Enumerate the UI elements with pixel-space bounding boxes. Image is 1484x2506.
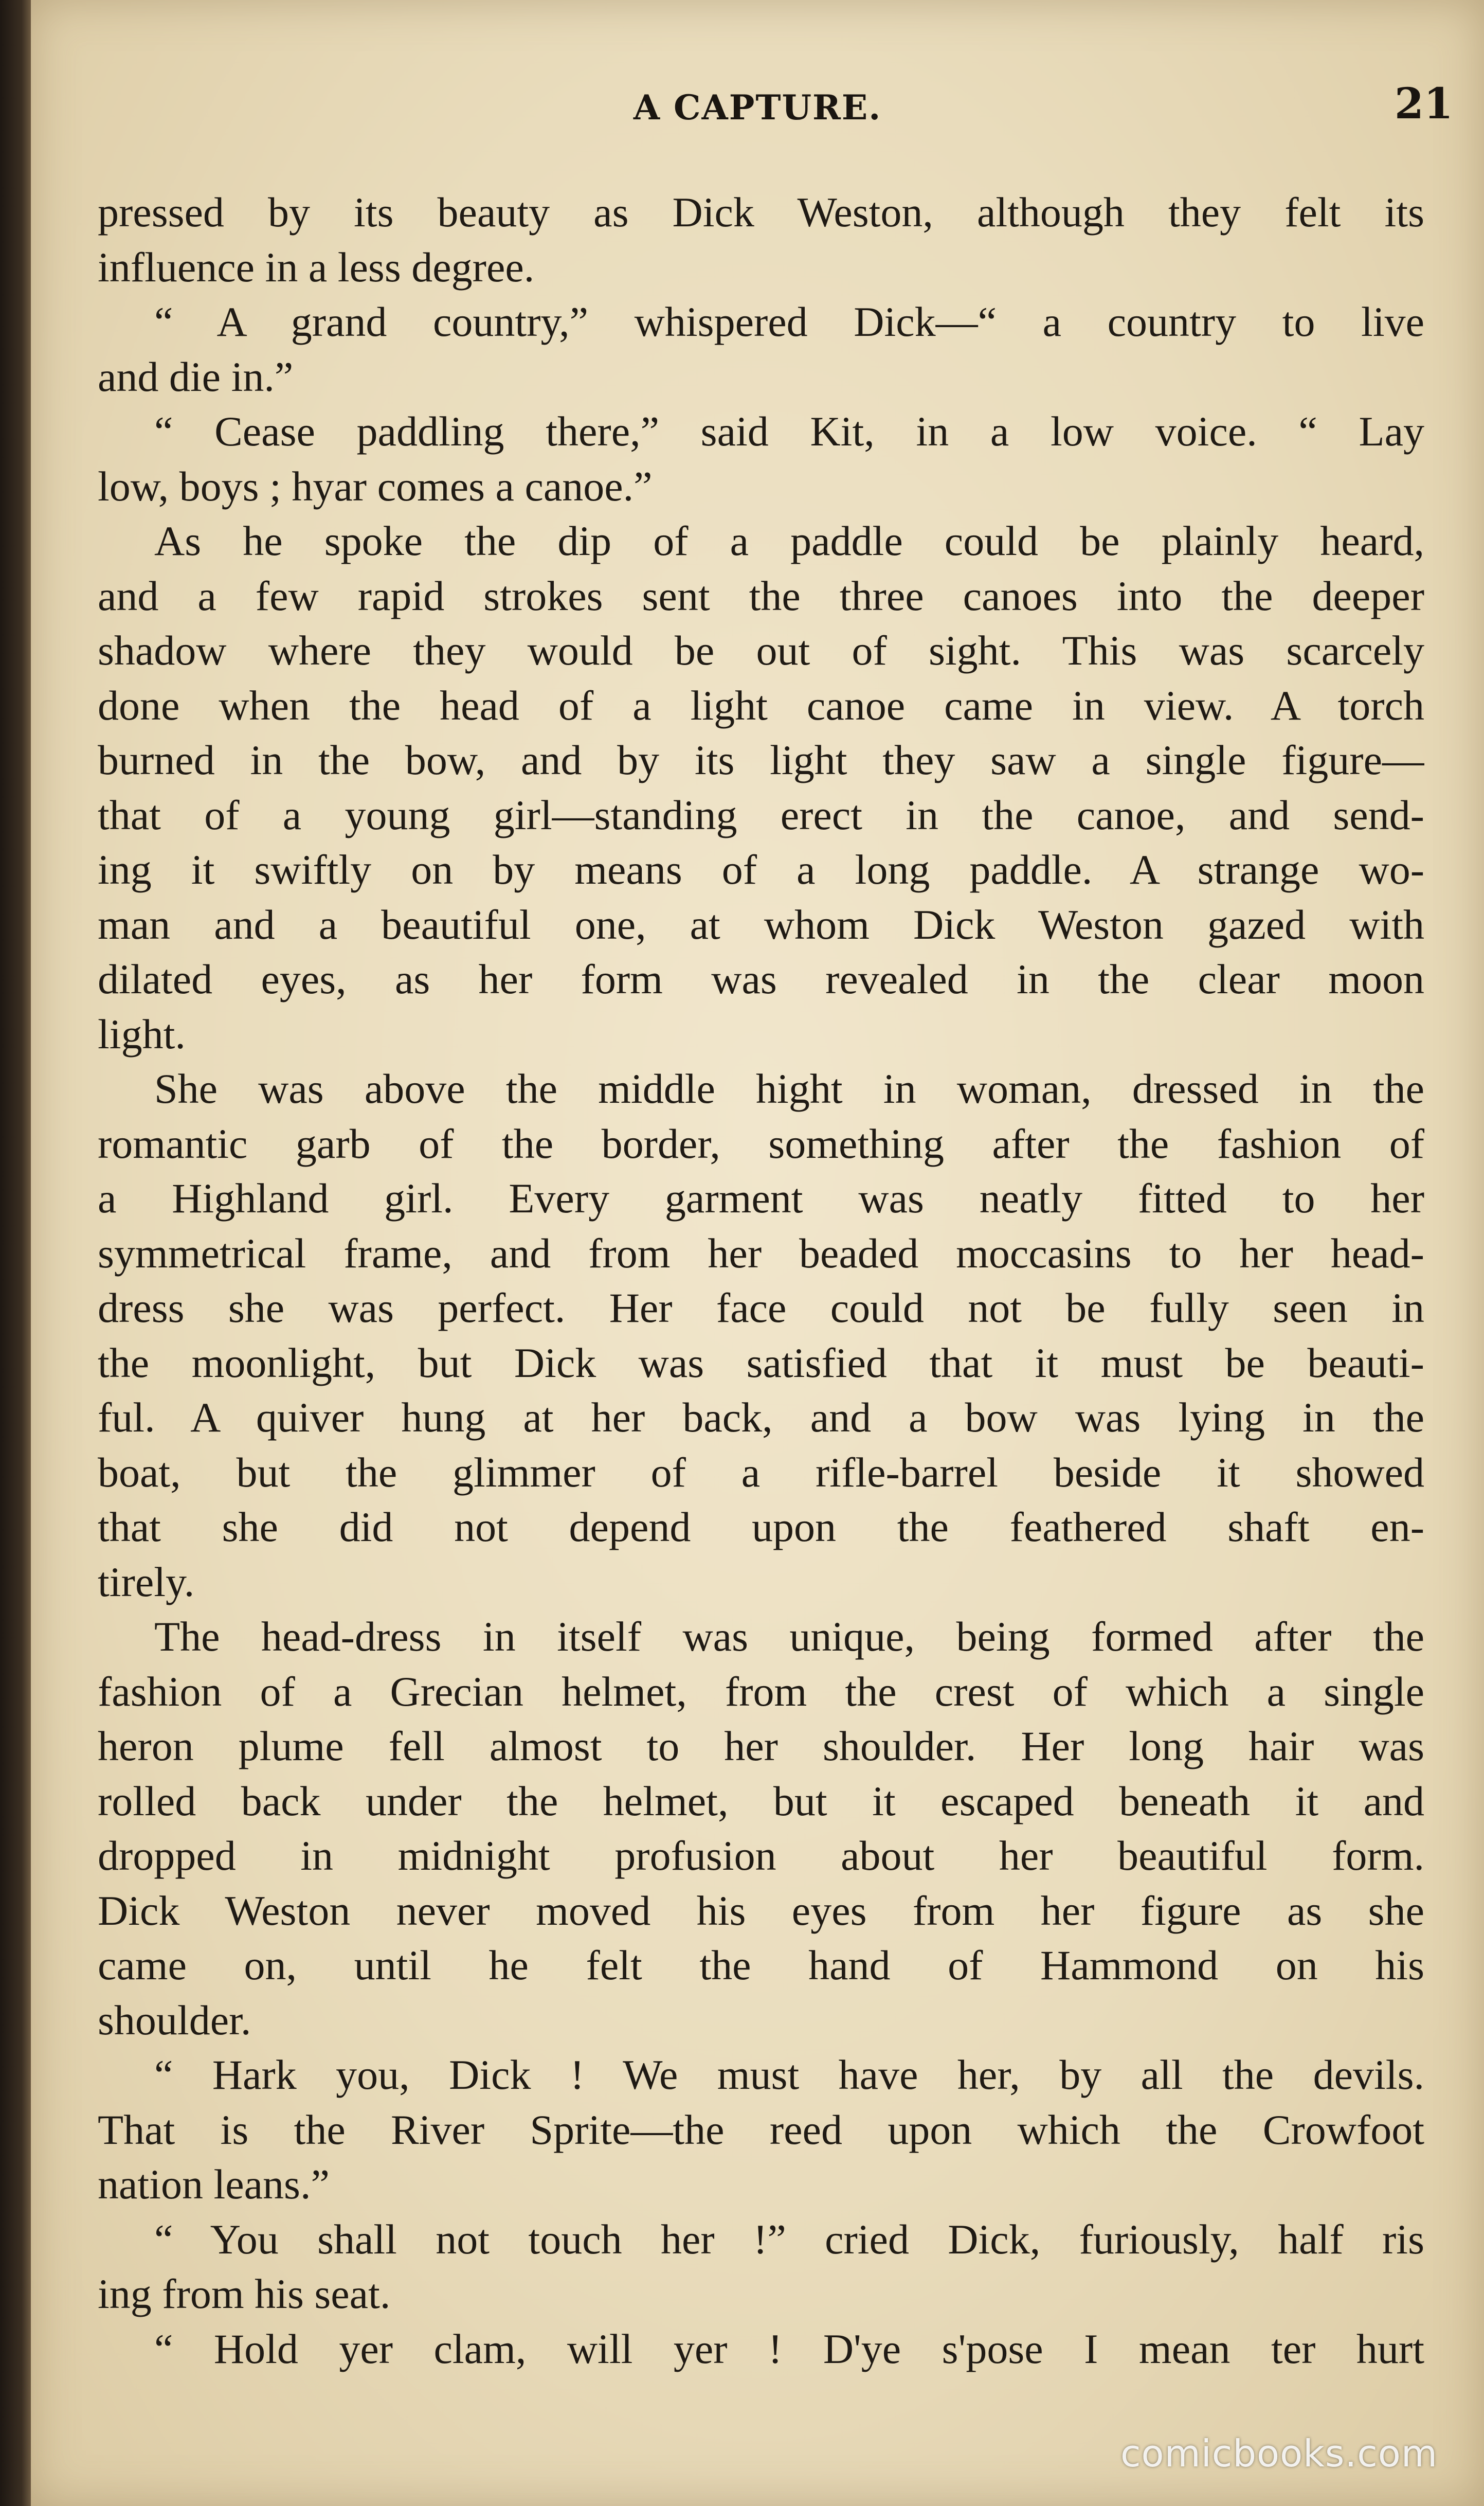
text-line: romantic garb of the border, something after the fashion of <box>98 1120 1424 1167</box>
text-line: shadow where they would be out of sight. This was scarcely <box>98 627 1424 674</box>
text-line: that of a young girl—standing erect in the canoe, and send- <box>98 791 1424 838</box>
text-line: Dick Weston never moved his eyes from her figure as she <box>98 1887 1424 1934</box>
text-line: and die in.” <box>98 353 294 400</box>
page-header <box>31 77 1484 134</box>
text-line: “ A grand country,” whispered Dick—“ a country to live <box>154 298 1424 345</box>
text-line: shoulder. <box>98 1996 251 2044</box>
text-line: that she did not depend upon the feathered shaft en- <box>98 1503 1424 1550</box>
text-line: heron plume fell almost to her shoulder. Her long hair was <box>98 1723 1424 1769</box>
text-line: “ Hold yer clam, will yer ! D'ye s'pose I mean ter hurt <box>154 2325 1424 2372</box>
text-line: ful. A quiver hung at her back, and a bow was lying in the <box>98 1394 1424 1441</box>
text-line: ing it swiftly on by means of a long paddle. A strange wo- <box>98 846 1424 893</box>
page-binding-edge <box>0 0 31 2506</box>
text-line: done when the head of a light canoe came in view. A torch <box>98 682 1424 729</box>
running-title: A CAPTURE. <box>633 87 882 128</box>
text-line: and a few rapid strokes sent the three canoes into the deeper <box>98 572 1424 619</box>
text-line: As he spoke the dip of a paddle could be plainly heard, <box>154 517 1424 564</box>
text-line: “ You shall not touch her !” cried Dick, furiously, half ris <box>154 2215 1424 2263</box>
text-line: pressed by its beauty as Dick Weston, although they felt its <box>98 189 1424 236</box>
watermark: comicbooks.com <box>1120 2432 1438 2475</box>
text-line: the moonlight, but Dick was satisfied that it must be beauti- <box>98 1339 1424 1386</box>
text-line: dilated eyes, as her form was revealed in the clear moon <box>98 956 1424 1003</box>
text-line: rolled back under the helmet, but it escaped beneath it and <box>98 1777 1424 1824</box>
text-line: “ Hark you, Dick ! We must have her, by all the devils. <box>154 2051 1424 2098</box>
text-line: She was above the middle hight in woman, dressed in the <box>154 1065 1424 1112</box>
text-line: dress she was perfect. Her face could not be fully seen in <box>98 1284 1424 1331</box>
text-line: light. <box>98 1010 186 1058</box>
text-body <box>98 185 1424 2376</box>
text-line: tirely. <box>98 1558 195 1605</box>
text-line: nation leans.” <box>98 2161 330 2208</box>
text-line: That is the River Sprite—the reed upon which the Crowfoot <box>98 2106 1424 2153</box>
text-line: burned in the bow, and by its light they saw a single figure— <box>98 737 1424 783</box>
text-line: ing from his seat. <box>98 2270 391 2317</box>
text-line: influence in a less degree. <box>98 243 535 291</box>
text-line: fashion of a Grecian helmet, from the crest of which a single <box>98 1668 1424 1715</box>
text-line: boat, but the glimmer of a rifle-barrel beside it showed <box>98 1448 1424 1496</box>
text-line: symmetrical frame, and from her beaded moccasins to her head- <box>98 1229 1424 1277</box>
text-line: dropped in midnight profusion about her beautiful form. <box>98 1832 1424 1879</box>
text-line: man and a beautiful one, at whom Dick Weston gazed with <box>98 901 1424 948</box>
text-line: came on, until he felt the hand of Hammond on his <box>98 1942 1424 1989</box>
book-page <box>31 0 1484 2506</box>
text-line: The head-dress in itself was unique, being formed after the <box>154 1613 1424 1660</box>
text-line: a Highland girl. Every garment was neatly fitted to her <box>98 1175 1424 1222</box>
page-number: 21 <box>1394 79 1453 129</box>
text-line: low, boys ; hyar comes a canoe.” <box>98 462 653 510</box>
text-line: “ Cease paddling there,” said Kit, in a low voice. “ Lay <box>154 408 1424 455</box>
